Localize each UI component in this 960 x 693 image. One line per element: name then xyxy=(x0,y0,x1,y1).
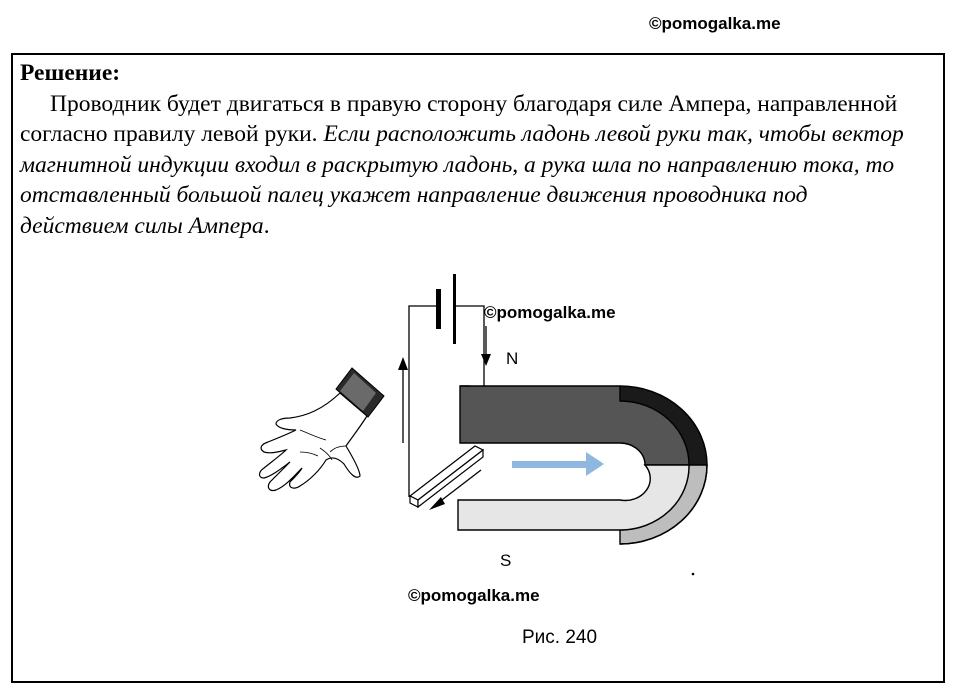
figure-caption: Рис. 240 xyxy=(522,627,598,648)
pole-north-label: N xyxy=(506,349,519,368)
current-arrow-up-icon xyxy=(398,357,408,443)
solution-heading: Решение: xyxy=(20,60,121,86)
solution-text-italic: Если расположить ладонь левой руки так, чтобы вектор магнитной индукции входил в раскрытую ладонь, а рука шла по направлению тока, то отставленный большой палец укажет направление движения проводника под действием силы Ампера xyxy=(20,121,904,239)
watermark-bottom: ©pomogalka.me xyxy=(408,586,540,605)
solution-text-regular: Проводник будет двигаться в правую сторону благодаря силе Ампера, направленной согласно правилу левой руки. xyxy=(20,90,898,147)
left-hand-icon xyxy=(260,368,385,491)
ampere-force-arrow-icon xyxy=(512,452,604,476)
dot-mark xyxy=(692,573,695,576)
current-arrow-down-icon xyxy=(481,326,491,366)
solution-text-end: . xyxy=(263,212,270,239)
pole-south-label: S xyxy=(500,551,512,570)
battery-icon xyxy=(436,274,456,344)
watermark-middle: ©pomogalka.me xyxy=(484,303,616,322)
watermark-top: ©pomogalka.me xyxy=(649,14,781,33)
